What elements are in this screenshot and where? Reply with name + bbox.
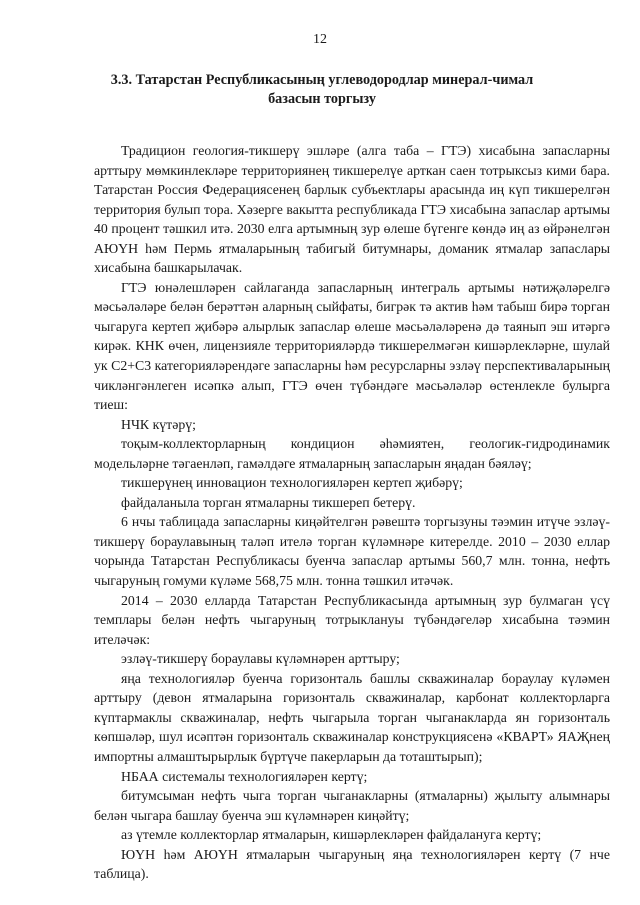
list-item: НЧК күтәрү; [121,416,196,432]
section-heading: 3.3. Татарстан Республикасының углеводородлар минерал-чимал базасын торгызу [110,72,534,107]
list-item: аз үтемле коллекторлар ятмаларын, кишәрлекләрен файдалануга кертү; [121,827,542,843]
list-item: яңа технологияләр буенча горизонталь башлы скважиналар бораулау күләмен арттыру (девон ятмаларына горизонталь скважиналар, карбонат коллекторларга күптармаклы скважиналар, нефть чыгарыла торган чыганакларда ян горизонталь көпшәләр, шул исәптән горизонталь скважиналар конструкциясенә «КВАРТ» ЯАҖнең импортны алмаштырырлык бүртүче пакерларын да тоташтырып); [94,670,610,764]
paragraph: 2014 – 2030 елларда Татарстан Республикасында артымның зур булмаган үсү темплары белән нефть чыгаруның тотрыклануы түбәндәгеләр хисабына тәэмин ителәчәк: [94,592,610,647]
paragraph: Традицион геология-тикшерү эшләре (алга таба – ГТЭ) хисабына запасларны арттыру мөмкинлекләре территориянең тикшерелүе арткан саен тотрыксыз кими бара. Татарстан Россия Федерациясенең барлык субъектлары арасында иң күп тикшерелгән территория булып тора. Хәзерге вакытта республикада ГТЭ хисабына запаслар артымы 40 процент тәшкил итә. 2030 елга артымның зур өлеше бүгенге көндә иң аз өйрәнелгән АЮҮН һәм Пермь ятмаларының табигый битумнары, доманик ятмалар запаслары хисабына башкарылачак. [94,143,610,276]
page-number: 12 [313,32,327,47]
paragraph: ГТЭ юнәлешләрен сайлаганда запасларның интеграль артымы нәтиҗәләрелгә мәсьәләләре белән берәттән аларның сыйфаты, бигрәк тә актив һәм табыш бирә торган чыгаруга кертеп җибәрә алырлык запаслар өлеше мәсьәләләренә дә таянып эш итәргә кирәк. КНК өчен, лицензияле территорияләрдә тикшерелмәгән кишәрлекләрне, шулай ук C2+C3 категорияләрендәге запасларны һәм ресурсларны эзләү перспективаларының чикләнгәнлеген исәпкә алып, ГТЭ өчен түбәндәге мәсьәләләр өстенлекле булырга тиеш: [94,279,610,413]
list-item: эзләү-тикшерү бораулавы күләмнәрен арттыру; [121,651,400,667]
list-item: битумсыман нефть чыга торган чыганакларны (ятмаларны) җылыту алымнары белән чыгара башлау буенча эш күләмнәрен киңәйтү; [94,788,610,823]
document-body [94,141,610,884]
list-item: тикшерүнең инновацион технологияләрен кертеп җибәрү; [121,475,463,491]
list-item: тоқым-коллекторларның кондицион әһәмиятен, геологик-гидродинамик модельләрне тәгаенләп, гамәлдәге ятмаларның запасларын яңадан бәяләү; [94,436,610,471]
list-item: НБАА системалы технологияләрен кертү; [121,768,368,784]
list-item: ЮҮН һәм АЮҮН ятмаларын чыгаруның яңа технологияләрен кертү (7 нче таблица). [94,846,610,882]
list-item: файдаланыла торган ятмаларны тикшереп бетерү. [121,494,416,510]
paragraph: 6 нчы таблицада запасларны киңәйтелгән рәвештә торгызуны тәэмин итүче эзләү-тикшерү бораулавының таләп ителә торган күләмнәре китерелде. 2010 – 2030 еллар чорында Татарстан Республикасы буенча запаслар артымы 560,7 млн. тонна, нефть чыгаруның гомуми күләме 568,75 млн. тонна тәшкил итәчәк. [94,514,610,589]
